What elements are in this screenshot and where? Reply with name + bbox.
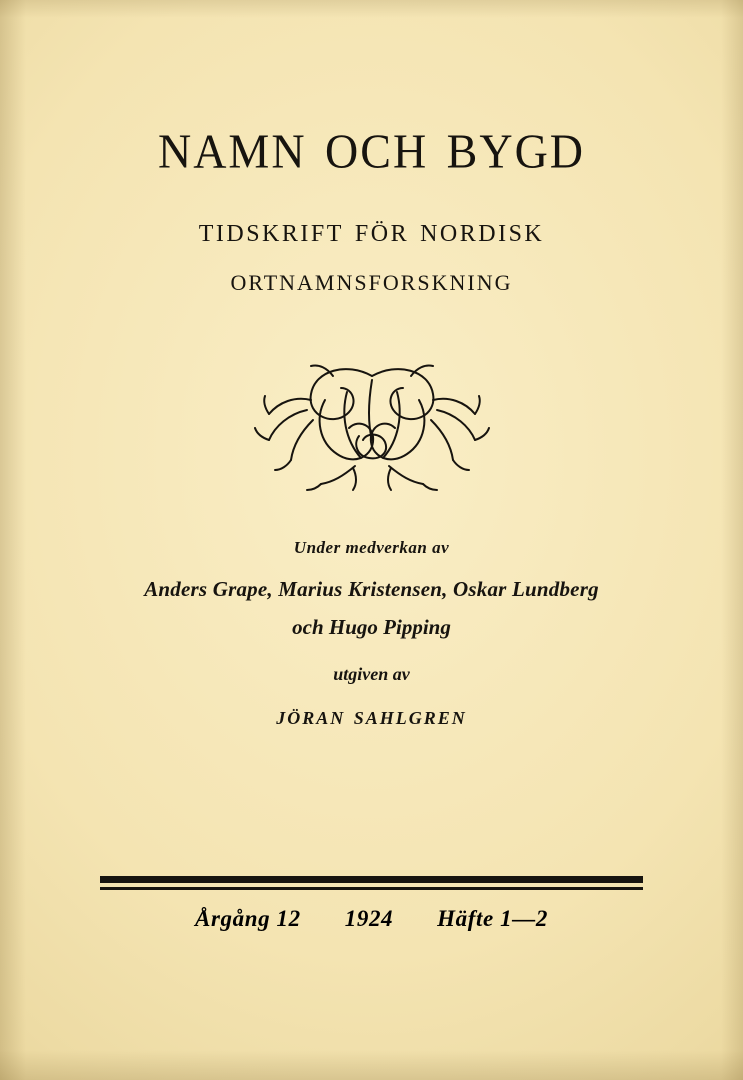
- journal-subtitle-line-2: ortnamnsforskning: [230, 261, 513, 298]
- imprint-volume: Årgång 12: [195, 906, 301, 931]
- journal-title: namn och bygd: [157, 105, 586, 184]
- contributors-line-1: Anders Grape, Marius Kristensen, Oskar Lundberg: [144, 577, 599, 601]
- imprint-issue: Häfte 1—2: [437, 906, 548, 931]
- imprint-line: [0, 906, 743, 932]
- publisher-intro: utgiven av: [333, 664, 410, 684]
- journal-subtitle-line-1: tidskrift för nordisk: [198, 211, 545, 250]
- contributors-intro: Under medverkan av: [293, 538, 450, 557]
- credits-block: [144, 538, 599, 731]
- editor-name: jöran sahlgren: [276, 701, 467, 730]
- divider-rules: [100, 876, 643, 890]
- divider-rule-thin: [100, 887, 643, 890]
- contributors-line-2: och Hugo Pipping: [292, 615, 451, 639]
- imprint-year: 1924: [344, 906, 394, 931]
- divider-rule-thick: [100, 876, 643, 883]
- floral-flourish-ornament: [207, 340, 537, 500]
